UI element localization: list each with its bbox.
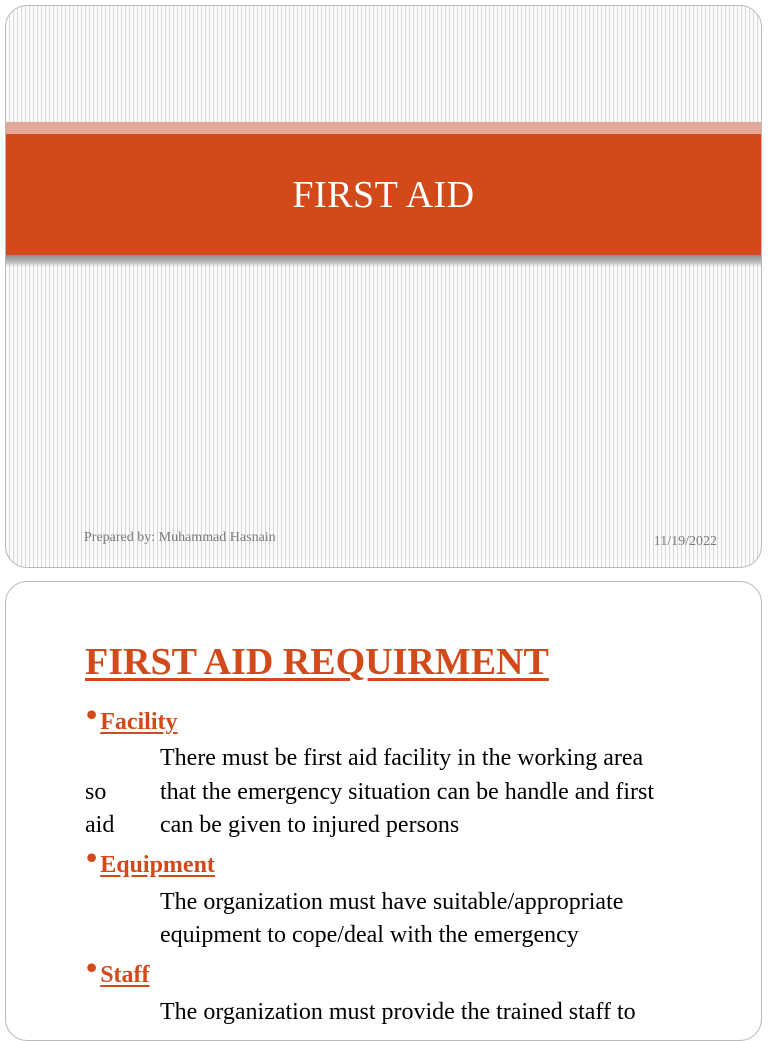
- staff-line-1: The organization must provide the trained staff to: [160, 999, 636, 1025]
- footer-date: 11/19/2022: [653, 534, 717, 549]
- facility-line-2: that the emergency situation can be handle and first: [160, 779, 655, 805]
- bullet-icon: •: [86, 696, 98, 732]
- title-band-shadow: [6, 255, 761, 267]
- bullet-icon: •: [86, 949, 98, 985]
- bullet-staff: [86, 949, 150, 989]
- equipment-line-2: equipment to cope/deal with the emergency: [160, 922, 579, 948]
- slide-title: FIRST AID: [292, 173, 475, 216]
- facility-line-1: There must be first aid facility in the working area: [160, 745, 644, 771]
- title-band-highlight: [6, 122, 761, 134]
- title-slide: [5, 5, 762, 568]
- title-band: [6, 134, 761, 255]
- facility-line-3: can be given to injured persons: [160, 812, 460, 838]
- equipment-line-1: The organization must have suitable/appropriate: [160, 889, 624, 915]
- bullet-label-equipment: Equipment: [100, 852, 215, 878]
- facility-line-3-left: aid: [85, 812, 115, 838]
- slide-heading: FIRST AID REQUIRMENT: [85, 641, 549, 683]
- bullet-icon: •: [86, 839, 98, 875]
- bullet-label-facility: Facility: [100, 709, 178, 735]
- bullet-facility: [86, 696, 178, 736]
- bullet-label-staff: Staff: [100, 962, 150, 988]
- footer-author: Prepared by: Muhammad Hasnain: [84, 530, 276, 545]
- bullet-equipment: [86, 839, 215, 879]
- content-slide: [5, 581, 762, 1041]
- facility-line-2-left: so: [85, 779, 107, 805]
